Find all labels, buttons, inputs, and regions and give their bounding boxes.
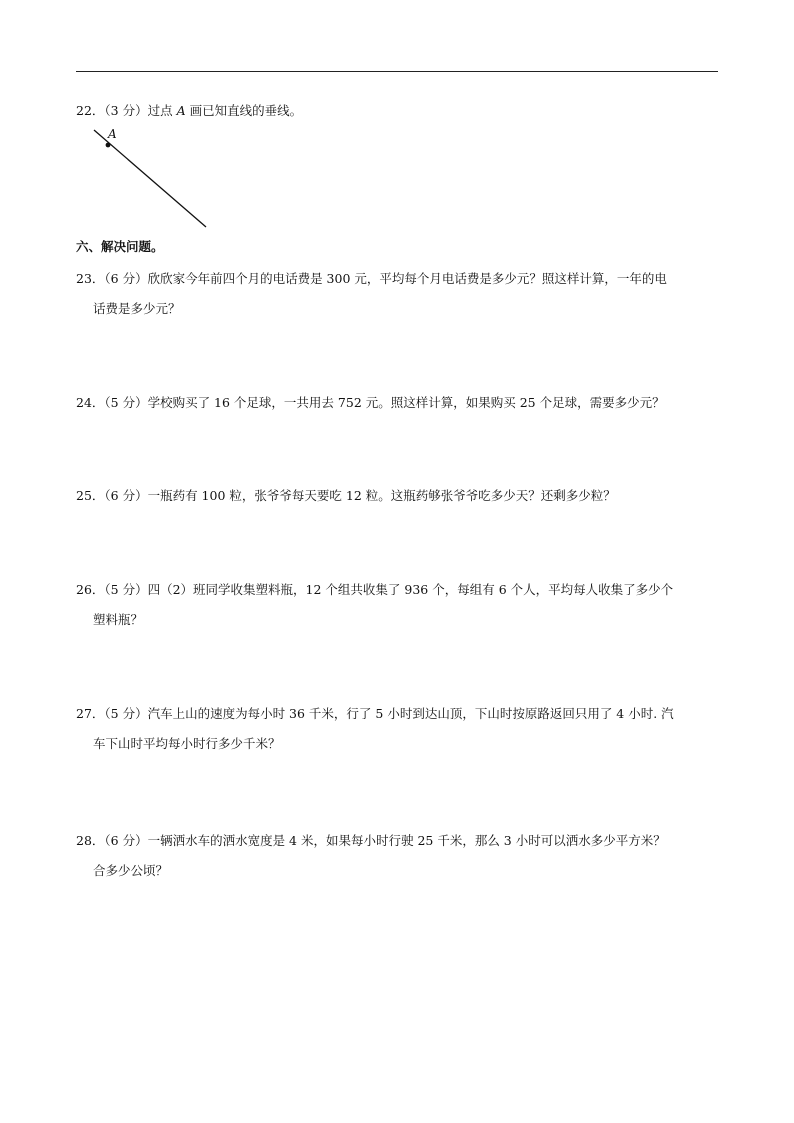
question-24-line-1: 24．（5 分）学校购买了 16 个足球，一共用去 752 元。照这样计算，如果购买 25 个足球，需要多少元？ xyxy=(76,395,665,410)
point-label: A xyxy=(176,103,186,118)
header-rule xyxy=(76,71,718,72)
question-23-line-1: 23．（6 分）欣欣家今年前四个月的电话费是 300 元，平均每个月电话费是多少元？照这样计算，一年的电 xyxy=(76,271,667,286)
question-text: 画已知直线的垂线。 xyxy=(185,103,303,118)
question-points: （3 分） xyxy=(104,103,148,118)
question-number: 22． xyxy=(76,103,105,118)
given-line xyxy=(94,130,206,227)
question-text: 过点 xyxy=(147,103,177,118)
point-a-label: A xyxy=(108,127,117,141)
question-25-line-1: 25．（6 分）一瓶药有 100 粒，张爷爷每天要吃 12 粒。这瓶药够张爷爷吃多少天？还剩多少粒？ xyxy=(76,488,616,503)
question-28-line-1: 28．（6 分）一辆洒水车的洒水宽度是 4 米，如果每小时行驶 25 千米，那么 3 小时可以洒水多少平方米？ xyxy=(76,833,666,848)
question-26-line-1: 26．（5 分）四（2）班同学收集塑料瓶，12 个组共收集了 936 个，每组有 6 个人，平均每人收集了多少个 xyxy=(76,582,674,597)
question-27-line-2: 车下山时平均每小时行多少千米？ xyxy=(93,736,281,751)
section-title: 六、解决问题。 xyxy=(76,239,164,254)
question-23-line-2: 话费是多少元？ xyxy=(93,301,181,316)
question-28-line-2: 合多少公顷？ xyxy=(93,863,169,878)
question-22 xyxy=(76,102,302,120)
point-a-dot xyxy=(106,143,111,148)
line-figure xyxy=(88,124,218,232)
question-27-line-1: 27．（5 分）汽车上山的速度为每小时 36 千米，行了 5 小时到达山顶，下山时按原路返回只用了 4 小时. 汽 xyxy=(76,706,674,721)
question-26-line-2: 塑料瓶？ xyxy=(93,612,144,627)
